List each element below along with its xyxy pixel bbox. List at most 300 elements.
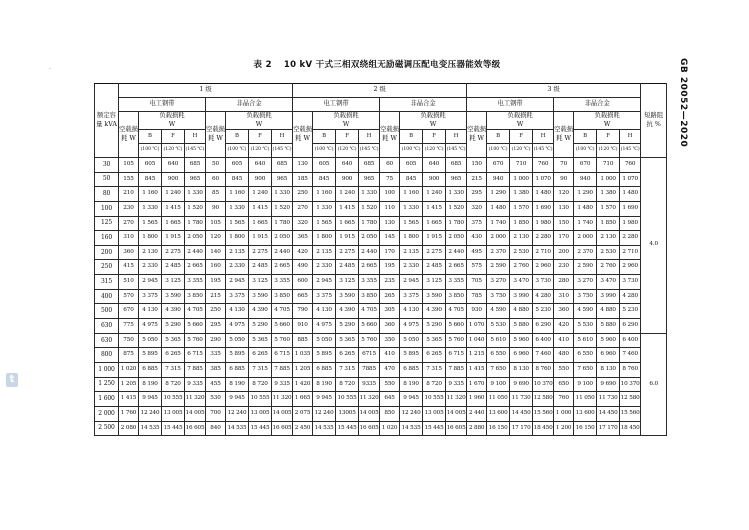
loss-value-cell: 1 800: [400, 231, 423, 246]
loss-value-cell: 1 915: [162, 231, 185, 246]
loss-value-cell: 160: [206, 260, 226, 275]
header-material: 电工钢带: [293, 98, 380, 112]
loss-value-cell: 4 280: [533, 289, 554, 304]
loss-value-cell: 295: [206, 319, 226, 334]
loss-value-cell: 2 440: [359, 245, 380, 260]
loss-value-cell: 1 290: [574, 187, 597, 202]
loss-value-cell: 1 565: [226, 216, 249, 231]
header-temperature: (120 ℃): [162, 144, 185, 158]
loss-value-cell: 11 320: [185, 392, 206, 407]
loss-value-cell: 3 125: [336, 275, 359, 290]
header-load-loss-unit: W: [342, 120, 350, 128]
loss-value-cell: 2 590: [487, 260, 510, 275]
header-insulation-class: H: [272, 130, 293, 144]
loss-value-cell: 6 265: [249, 348, 272, 363]
loss-value-cell: 5 880: [510, 319, 533, 334]
loss-value-cell: 2 665: [272, 260, 293, 275]
loss-value-cell: 60: [206, 172, 226, 187]
loss-value-cell: 6 550: [574, 348, 597, 363]
loss-value-cell: 1 570: [510, 201, 533, 216]
loss-value-cell: 8 760: [620, 362, 641, 377]
loss-value-cell: 900: [162, 172, 185, 187]
loss-value-cell: 130: [554, 201, 574, 216]
loss-value-cell: 170: [554, 231, 574, 246]
loss-value-cell: 3 990: [597, 289, 620, 304]
loss-value-cell: 12 580: [533, 392, 554, 407]
loss-value-cell: 5 895: [400, 348, 423, 363]
loss-value-cell: 3 470: [510, 275, 533, 290]
loss-value-cell: 210: [119, 187, 139, 202]
loss-value-cell: 2 135: [313, 245, 336, 260]
loss-value-cell: 12 240: [400, 406, 423, 421]
loss-value-cell: 1 800: [313, 231, 336, 246]
loss-value-cell: 8 130: [597, 362, 620, 377]
loss-value-cell: 7 315: [249, 362, 272, 377]
loss-value-cell: 155: [119, 172, 139, 187]
loss-value-cell: 8 720: [162, 377, 185, 392]
loss-value-cell: 3 850: [446, 289, 467, 304]
loss-value-cell: 5 660: [446, 319, 467, 334]
loss-value-cell: 360: [554, 304, 574, 319]
loss-value-cell: 7 315: [423, 362, 446, 377]
loss-value-cell: 1 290: [487, 187, 510, 202]
loss-value-cell: 670: [119, 304, 139, 319]
loss-value-cell: 410: [380, 348, 400, 363]
loss-value-cell: 2 530: [510, 245, 533, 260]
loss-value-cell: 3 355: [185, 275, 206, 290]
loss-value-cell: 8 720: [423, 377, 446, 392]
loss-value-cell: 5 660: [185, 319, 206, 334]
loss-value-cell: 4 390: [423, 304, 446, 319]
loss-value-cell: 2 485: [162, 260, 185, 275]
header-no-load-loss: 空载损耗 W: [380, 112, 400, 158]
loss-value-cell: 1 205: [119, 377, 139, 392]
loss-value-cell: 4 590: [574, 304, 597, 319]
loss-value-cell: 120: [554, 187, 574, 202]
header-insulation-class: F: [336, 130, 359, 144]
header-temperature: (120 ℃): [336, 144, 359, 158]
impedance-cell: 4.0: [641, 158, 667, 334]
loss-value-cell: 16 605: [185, 421, 206, 436]
loss-value-cell: 605: [139, 158, 162, 173]
loss-value-cell: 185: [293, 172, 313, 187]
loss-value-cell: 235: [380, 275, 400, 290]
loss-value-cell: 3 270: [574, 275, 597, 290]
loss-value-cell: 2 945: [400, 275, 423, 290]
loss-value-cell: 215: [206, 289, 226, 304]
header-temperature: (100 ℃): [226, 144, 249, 158]
loss-value-cell: 5 290: [249, 319, 272, 334]
loss-value-cell: 5 895: [226, 348, 249, 363]
loss-value-cell: 280: [554, 275, 574, 290]
loss-value-cell: 1 380: [597, 187, 620, 202]
loss-value-cell: 1 565: [139, 216, 162, 231]
loss-value-cell: 1 670: [467, 377, 487, 392]
loss-value-cell: 1 980: [620, 216, 641, 231]
loss-value-cell: 775: [119, 319, 139, 334]
loss-value-cell: 15 560: [533, 406, 554, 421]
loss-value-cell: 9 100: [574, 377, 597, 392]
loss-value-cell: 2 665: [185, 260, 206, 275]
loss-value-cell: 18 450: [620, 421, 641, 436]
loss-value-cell: 1 665: [249, 216, 272, 231]
loss-value-cell: 3 590: [423, 289, 446, 304]
header-insulation-class: H: [446, 130, 467, 144]
loss-value-cell: 265: [380, 289, 400, 304]
loss-value-cell: 4 390: [162, 304, 185, 319]
header-no-load-loss: 空载损耗 W: [554, 112, 574, 158]
loss-value-cell: 1 330: [313, 201, 336, 216]
loss-value-cell: 6 885: [400, 362, 423, 377]
loss-value-cell: 1 665: [336, 216, 359, 231]
loss-value-cell: 1 980: [533, 216, 554, 231]
header-impedance: 短路阻抗 %: [641, 84, 667, 158]
header-insulation-class: F: [162, 130, 185, 144]
loss-value-cell: 1 740: [487, 216, 510, 231]
loss-value-cell: 1 420: [293, 377, 313, 392]
loss-value-cell: 105: [206, 216, 226, 231]
loss-value-cell: 4 975: [139, 319, 162, 334]
loss-value-cell: 7 315: [162, 362, 185, 377]
loss-value-cell: 7 885: [272, 362, 293, 377]
loss-value-cell: 850: [380, 406, 400, 421]
loss-value-cell: 360: [119, 245, 139, 260]
header-insulation-class: B: [574, 130, 597, 144]
impedance-cell: 6.0: [641, 333, 667, 435]
capacity-cell: 200: [95, 245, 119, 260]
header-insulation-class: B: [487, 130, 510, 144]
loss-value-cell: 3 125: [249, 275, 272, 290]
loss-value-cell: 1 160: [226, 187, 249, 202]
loss-value-cell: 1 330: [226, 201, 249, 216]
header-load-loss-label: 负载损耗: [420, 112, 446, 119]
loss-value-cell: 15 445: [423, 421, 446, 436]
header-temperature: (145 ℃): [620, 144, 641, 158]
loss-value-cell: 1 480: [533, 187, 554, 202]
loss-value-cell: 430: [467, 231, 487, 246]
header-temperature: (100 ℃): [487, 144, 510, 158]
loss-value-cell: 4 975: [226, 319, 249, 334]
table-row: [95, 333, 667, 348]
header-load-loss-label: 负载损耗: [246, 112, 272, 119]
loss-value-cell: 2 130: [597, 231, 620, 246]
loss-value-cell: 5 960: [597, 333, 620, 348]
loss-value-cell: 1 020: [380, 421, 400, 436]
loss-value-cell: 3 125: [162, 275, 185, 290]
side-bookmark-icon[interactable]: t: [6, 373, 18, 387]
loss-value-cell: 2 710: [533, 245, 554, 260]
loss-value-cell: 8 130: [510, 362, 533, 377]
loss-value-cell: 310: [554, 289, 574, 304]
table-row: [95, 172, 667, 187]
loss-value-cell: 410: [554, 333, 574, 348]
loss-value-cell: 2 440: [446, 245, 467, 260]
header-temperature: (145 ℃): [185, 144, 206, 158]
loss-value-cell: 760: [533, 158, 554, 173]
loss-value-cell: 965: [272, 172, 293, 187]
capacity-cell: 30: [95, 158, 119, 173]
loss-value-cell: 215: [467, 172, 487, 187]
loss-value-cell: 2 130: [510, 231, 533, 246]
loss-value-cell: 1 070: [533, 172, 554, 187]
loss-value-cell: 2 275: [423, 245, 446, 260]
loss-value-cell: 1 415: [467, 362, 487, 377]
loss-value-cell: 14 535: [139, 421, 162, 436]
loss-value-cell: 4 130: [400, 304, 423, 319]
loss-value-cell: 5 960: [510, 333, 533, 348]
loss-value-cell: 11 320: [359, 392, 380, 407]
loss-value-cell: 1 780: [185, 216, 206, 231]
loss-value-cell: 470: [380, 362, 400, 377]
header-temperature: (100 ℃): [400, 144, 423, 158]
loss-value-cell: 3 590: [249, 289, 272, 304]
capacity-cell: 315: [95, 275, 119, 290]
loss-value-cell: 2 280: [533, 231, 554, 246]
loss-value-cell: 7 315: [336, 362, 359, 377]
loss-value-cell: 4 880: [510, 304, 533, 319]
loss-value-cell: 495: [467, 245, 487, 260]
loss-value-cell: 550: [380, 377, 400, 392]
loss-value-cell: 3 375: [139, 289, 162, 304]
loss-value-cell: 5 290: [336, 319, 359, 334]
loss-value-cell: 1 915: [423, 231, 446, 246]
loss-value-cell: 5 050: [400, 333, 423, 348]
loss-value-cell: 335: [206, 348, 226, 363]
loss-value-cell: 6 290: [533, 319, 554, 334]
loss-value-cell: 5 530: [487, 319, 510, 334]
loss-value-cell: 9335: [359, 377, 380, 392]
loss-value-cell: 3 375: [313, 289, 336, 304]
loss-value-cell: 320: [467, 201, 487, 216]
header-load-loss-label: 负载损耗: [507, 112, 533, 119]
loss-value-cell: 1 330: [139, 201, 162, 216]
loss-value-cell: 1 380: [510, 187, 533, 202]
loss-value-cell: 900: [336, 172, 359, 187]
loss-value-cell: 790: [293, 304, 313, 319]
loss-value-cell: 250: [206, 304, 226, 319]
loss-value-cell: 3 355: [359, 275, 380, 290]
loss-value-cell: 4 130: [226, 304, 249, 319]
loss-value-cell: 7 460: [620, 348, 641, 363]
capacity-cell: 630: [95, 333, 119, 348]
loss-value-cell: 8 190: [226, 377, 249, 392]
loss-value-cell: 1 240: [249, 187, 272, 202]
header-load-loss-label: 负载损耗: [159, 112, 185, 119]
loss-value-cell: 1 480: [620, 187, 641, 202]
loss-value-cell: 1 020: [119, 362, 139, 377]
loss-value-cell: 2 000: [574, 231, 597, 246]
loss-value-cell: 710: [597, 158, 620, 173]
header-insulation-class: H: [533, 130, 554, 144]
loss-value-cell: 640: [423, 158, 446, 173]
loss-value-cell: 15 445: [162, 421, 185, 436]
loss-value-cell: 1 760: [119, 406, 139, 421]
header-insulation-class: F: [510, 130, 533, 144]
loss-value-cell: 6 885: [313, 362, 336, 377]
loss-value-cell: 5 290: [162, 319, 185, 334]
loss-value-cell: 845: [226, 172, 249, 187]
header-insulation-class: H: [359, 130, 380, 144]
loss-value-cell: 270: [293, 201, 313, 216]
loss-value-cell: 16 605: [359, 421, 380, 436]
loss-value-cell: 130: [293, 158, 313, 173]
loss-value-cell: 15 445: [336, 421, 359, 436]
loss-value-cell: 14 005: [272, 406, 293, 421]
loss-value-cell: 16 150: [487, 421, 510, 436]
loss-value-cell: 685: [185, 158, 206, 173]
loss-value-cell: 4 130: [313, 304, 336, 319]
loss-value-cell: 320: [293, 216, 313, 231]
loss-value-cell: 685: [359, 158, 380, 173]
loss-value-cell: 230: [554, 260, 574, 275]
loss-value-cell: 6 885: [139, 362, 162, 377]
loss-value-cell: 910: [293, 319, 313, 334]
loss-value-cell: 8 760: [533, 362, 554, 377]
capacity-cell: 1 600: [95, 392, 119, 407]
loss-value-cell: 6 265: [162, 348, 185, 363]
loss-value-cell: 4 975: [400, 319, 423, 334]
loss-value-cell: 2 485: [336, 260, 359, 275]
loss-value-cell: 1 160: [139, 187, 162, 202]
loss-value-cell: 930: [467, 304, 487, 319]
header-insulation-class: B: [313, 130, 336, 144]
loss-value-cell: 1 415: [119, 392, 139, 407]
loss-value-cell: 5 230: [620, 304, 641, 319]
header-load-loss: [139, 112, 206, 130]
loss-value-cell: 8 720: [336, 377, 359, 392]
table-row: [95, 362, 667, 377]
loss-value-cell: 2 665: [359, 260, 380, 275]
table-row: [95, 216, 667, 231]
loss-value-cell: 1 330: [272, 187, 293, 202]
loss-value-cell: 3 355: [272, 275, 293, 290]
header-rated-capacity: 额定容量 kVA: [95, 84, 119, 158]
loss-value-cell: 5 760: [185, 333, 206, 348]
header-temperature: (120 ℃): [423, 144, 446, 158]
loss-value-cell: 4 280: [620, 289, 641, 304]
loss-value-cell: 4 590: [487, 304, 510, 319]
loss-value-cell: 2 275: [249, 245, 272, 260]
loss-value-cell: 360: [380, 319, 400, 334]
loss-value-cell: 3 470: [597, 275, 620, 290]
loss-value-cell: 640: [249, 158, 272, 173]
table-row: [95, 421, 667, 436]
loss-value-cell: 14 450: [597, 406, 620, 421]
loss-value-cell: 110: [380, 201, 400, 216]
loss-value-cell: 3 730: [620, 275, 641, 290]
loss-value-cell: 2 080: [119, 421, 139, 436]
loss-value-cell: 550: [554, 362, 574, 377]
loss-value-cell: 965: [446, 172, 467, 187]
loss-value-cell: 2 135: [226, 245, 249, 260]
loss-value-cell: 1 850: [510, 216, 533, 231]
loss-value-cell: 845: [400, 172, 423, 187]
loss-value-cell: 14 450: [510, 406, 533, 421]
loss-value-cell: 4 705: [446, 304, 467, 319]
loss-value-cell: 420: [554, 319, 574, 334]
header-load-loss: [574, 112, 641, 130]
loss-value-cell: 385: [206, 362, 226, 377]
loss-value-cell: 10 370: [620, 377, 641, 392]
table-row: [95, 231, 667, 246]
loss-value-cell: 14 535: [400, 421, 423, 436]
loss-value-cell: 10 555: [336, 392, 359, 407]
loss-value-cell: 1 800: [226, 231, 249, 246]
loss-value-cell: 510: [119, 275, 139, 290]
loss-value-cell: 200: [554, 245, 574, 260]
loss-value-cell: 2 330: [139, 260, 162, 275]
loss-value-cell: 1 520: [359, 201, 380, 216]
loss-value-cell: 1 960: [467, 392, 487, 407]
loss-value-cell: 1 070: [467, 319, 487, 334]
loss-value-cell: 2 945: [313, 275, 336, 290]
table-row: [95, 377, 667, 392]
loss-value-cell: 5 230: [533, 304, 554, 319]
loss-value-cell: 4 130: [139, 304, 162, 319]
loss-value-cell: 7 885: [185, 362, 206, 377]
loss-value-cell: 150: [554, 216, 574, 231]
loss-value-cell: 2 945: [226, 275, 249, 290]
loss-value-cell: 2 135: [400, 245, 423, 260]
loss-value-cell: 3 270: [487, 275, 510, 290]
capacity-cell: 630: [95, 319, 119, 334]
capacity-cell: 160: [95, 231, 119, 246]
loss-value-cell: 2 710: [620, 245, 641, 260]
loss-value-cell: 1 850: [597, 216, 620, 231]
loss-value-cell: 9 335: [272, 377, 293, 392]
loss-value-cell: 2 050: [185, 231, 206, 246]
loss-value-cell: 1 160: [400, 187, 423, 202]
loss-value-cell: 230: [119, 201, 139, 216]
loss-value-cell: 120: [206, 231, 226, 246]
loss-value-cell: 2 330: [226, 260, 249, 275]
capacity-cell: 1 250: [95, 377, 119, 392]
loss-value-cell: 90: [554, 172, 574, 187]
loss-value-cell: 4 880: [597, 304, 620, 319]
loss-value-cell: 5 365: [336, 333, 359, 348]
loss-value-cell: 2 665: [446, 260, 467, 275]
loss-value-cell: 1 240: [423, 187, 446, 202]
loss-value-cell: 17 170: [597, 421, 620, 436]
loss-value-cell: 10 555: [423, 392, 446, 407]
loss-value-cell: 17 170: [510, 421, 533, 436]
loss-value-cell: 10 370: [533, 377, 554, 392]
page-mark: ·: [49, 66, 51, 73]
loss-value-cell: 3 590: [162, 289, 185, 304]
capacity-cell: 100: [95, 201, 119, 216]
loss-value-cell: 85: [206, 187, 226, 202]
loss-value-cell: 2 530: [597, 245, 620, 260]
loss-value-cell: 290: [206, 333, 226, 348]
loss-value-cell: 6 400: [620, 333, 641, 348]
loss-value-cell: 455: [206, 377, 226, 392]
loss-value-cell: 2 330: [400, 260, 423, 275]
loss-value-cell: 1 480: [487, 201, 510, 216]
header-material: 非晶合金: [554, 98, 641, 112]
loss-value-cell: 665: [293, 289, 313, 304]
loss-value-cell: 5 660: [359, 319, 380, 334]
loss-value-cell: 2 440: [185, 245, 206, 260]
loss-value-cell: 6715: [359, 348, 380, 363]
loss-value-cell: 5 760: [272, 333, 293, 348]
loss-value-cell: 9 335: [446, 377, 467, 392]
efficiency-table: [94, 83, 667, 436]
loss-value-cell: 1 205: [293, 362, 313, 377]
loss-value-cell: 5 880: [597, 319, 620, 334]
loss-value-cell: 3 850: [185, 289, 206, 304]
loss-value-cell: 2 130: [139, 245, 162, 260]
header-no-load-loss: 空载损耗 W: [467, 112, 487, 158]
